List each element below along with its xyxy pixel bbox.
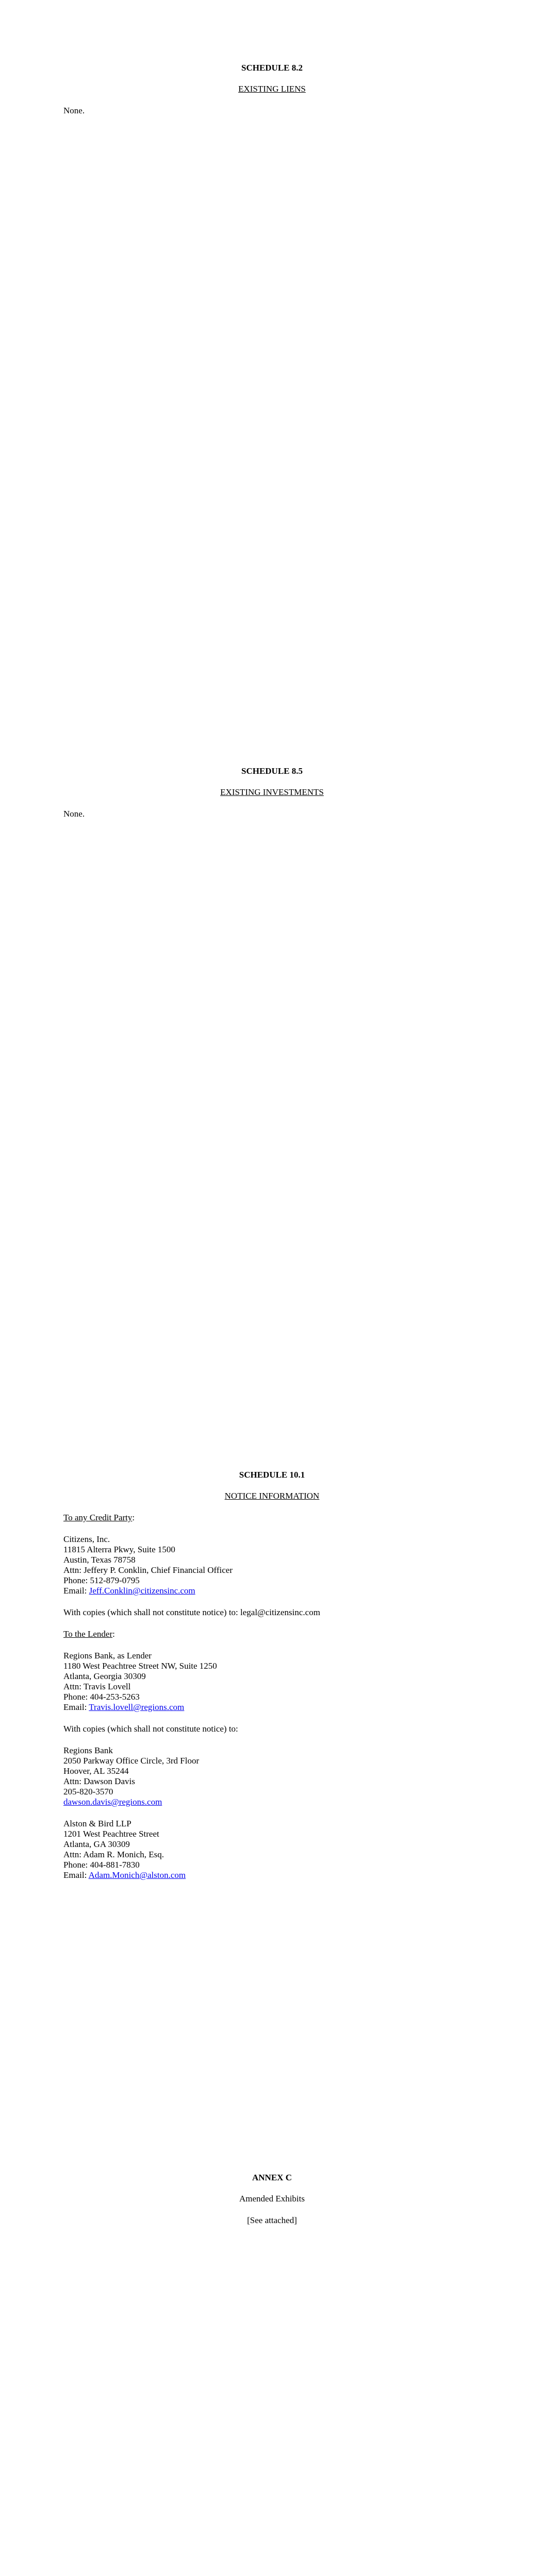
copy2-email-line bbox=[63, 1870, 544, 1880]
copy2-attn: Attn: Adam R. Monich, Esq. bbox=[63, 1850, 164, 1859]
copy2-email-label: Email: bbox=[63, 1870, 89, 1880]
lender-heading bbox=[0, 1629, 544, 1639]
credit-party-heading-colon: : bbox=[132, 1513, 135, 1522]
lender-address2: Atlanta, Georgia 30309 bbox=[63, 1671, 146, 1681]
copy1-phone: 205-820-3570 bbox=[63, 1787, 113, 1797]
credit-party-copies: With copies (which shall not constitute notice) to: legal@citizensinc.com bbox=[63, 1607, 320, 1617]
schedule-8-2-subtitle: EXISTING LIENS bbox=[238, 84, 306, 94]
copy2-address bbox=[0, 1819, 544, 1880]
annex-c-subtitle: Amended Exhibits bbox=[239, 2194, 305, 2204]
copy2-address2: Atlanta, GA 30309 bbox=[63, 1839, 130, 1849]
schedule-8-2-body: None. bbox=[63, 106, 85, 115]
credit-party-heading-text: To any Credit Party bbox=[63, 1513, 133, 1522]
schedule-10-1-subtitle: NOTICE INFORMATION bbox=[224, 1491, 320, 1501]
copy2-address1: 1201 West Peachtree Street bbox=[63, 1829, 159, 1839]
annex-c-note: [See attached] bbox=[247, 2215, 297, 2225]
annex-c-title: ANNEX C bbox=[252, 2173, 292, 2182]
copy1-attn: Attn: Dawson Davis bbox=[63, 1776, 135, 1786]
lender-attn: Attn: Travis Lovell bbox=[63, 1682, 131, 1691]
lender-address bbox=[0, 1651, 544, 1713]
credit-party-email-label: Email: bbox=[63, 1586, 89, 1596]
schedule-8-5-subtitle: EXISTING INVESTMENTS bbox=[220, 787, 324, 797]
copy1-name: Regions Bank bbox=[63, 1745, 113, 1755]
lender-phone: Phone: 404-253-5263 bbox=[63, 1692, 140, 1702]
copy1-email-line bbox=[63, 1797, 544, 1807]
annex-c bbox=[0, 2173, 544, 2226]
lender-copies: With copies (which shall not constitute notice) to: bbox=[63, 1724, 238, 1734]
schedule-8-2 bbox=[0, 63, 544, 116]
lender-name: Regions Bank, as Lender bbox=[63, 1651, 152, 1660]
lender-heading-text: To the Lender bbox=[63, 1629, 113, 1639]
schedule-8-5-body: None. bbox=[63, 809, 85, 819]
schedule-8-5 bbox=[0, 766, 544, 819]
credit-party-email-line bbox=[63, 1586, 544, 1596]
credit-party-attn: Attn: Jeffery P. Conklin, Chief Financial Officer bbox=[63, 1565, 233, 1575]
lender-email-line bbox=[63, 1702, 544, 1713]
copy2-phone: Phone: 404-881-7830 bbox=[63, 1860, 140, 1870]
copy2-name: Alston & Bird LLP bbox=[63, 1819, 131, 1828]
schedule-8-5-title: SCHEDULE 8.5 bbox=[241, 766, 303, 776]
copy2-email-link[interactable]: Adam.Monich@alston.com bbox=[88, 1870, 186, 1880]
schedule-8-2-title: SCHEDULE 8.2 bbox=[241, 63, 303, 73]
credit-party-address bbox=[0, 1534, 544, 1596]
copy1-email-link[interactable]: dawson.davis@regions.com bbox=[63, 1797, 162, 1807]
copy1-address bbox=[0, 1745, 544, 1807]
schedule-10-1-title: SCHEDULE 10.1 bbox=[239, 1470, 305, 1480]
copy1-address2: Hoover, AL 35244 bbox=[63, 1766, 129, 1776]
copy1-address1: 2050 Parkway Office Circle, 3rd Floor bbox=[63, 1756, 200, 1766]
credit-party-address1: 11815 Alterra Pkwy, Suite 1500 bbox=[63, 1545, 175, 1554]
schedule-10-1 bbox=[0, 1470, 544, 1880]
credit-party-email-link[interactable]: Jeff.Conklin@citizensinc.com bbox=[89, 1586, 195, 1596]
credit-party-heading bbox=[0, 1513, 544, 1523]
lender-email-label: Email: bbox=[63, 1702, 89, 1712]
lender-heading-colon: : bbox=[112, 1629, 115, 1639]
lender-address1: 1180 West Peachtree Street NW, Suite 1250 bbox=[63, 1661, 217, 1671]
credit-party-phone: Phone: 512-879-0795 bbox=[63, 1575, 140, 1585]
credit-party-address2: Austin, Texas 78758 bbox=[63, 1555, 136, 1565]
lender-email-link[interactable]: Travis.lovell@regions.com bbox=[89, 1702, 185, 1712]
credit-party-name: Citizens, Inc. bbox=[63, 1534, 110, 1544]
